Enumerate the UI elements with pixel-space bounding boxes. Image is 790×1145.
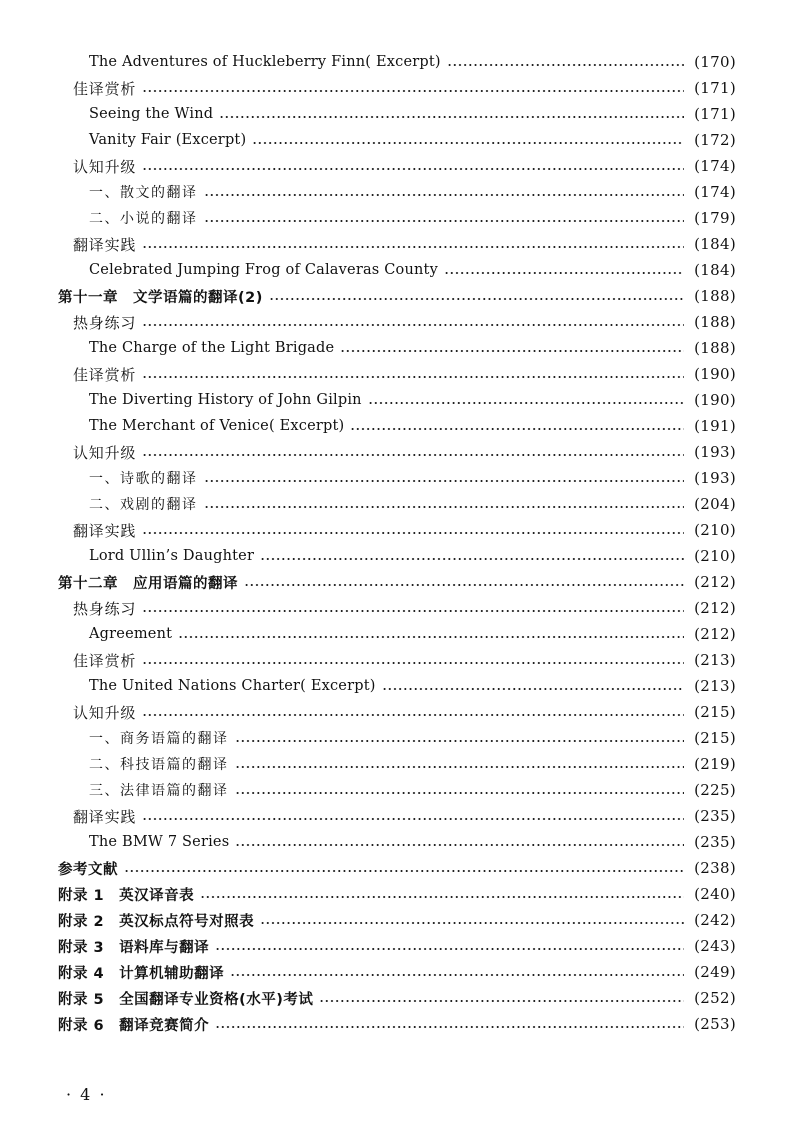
toc-chapter-entry [0,283,790,309]
toc-entry-title: 佳译赏析 [73,651,137,670]
toc-entry-page: (188) [694,287,736,305]
toc-entry [0,335,790,361]
toc-entry [0,101,790,127]
toc-entry [0,725,790,751]
toc-entry [0,153,790,179]
toc-entry-page: (249) [694,963,736,981]
toc-entry-page: (252) [694,989,736,1007]
toc-entry-title: 附录 1 英汉译音表 [58,887,195,904]
toc-entry-page: (193) [694,443,736,461]
toc-entry-title: The Merchant of Venice( Excerpt) [89,418,345,434]
toc-entry-page: (179) [694,209,736,227]
toc-entry-page: (191) [694,417,736,435]
dot-leader [178,636,684,638]
toc-entry-page: (212) [694,599,736,617]
toc-entry [0,751,790,777]
toc-entry-page: (171) [694,105,736,123]
toc-entry-title: 佳译赏析 [73,365,137,384]
toc-entry-page: (243) [694,937,736,955]
dot-leader [142,454,684,456]
toc-entry-title: 一、散文的翻译 [89,185,198,201]
toc-entry [0,257,790,283]
toc-entry [0,231,790,257]
toc-entry-title: 翻译实践 [73,807,137,826]
toc-entry-title: 三、法律语篇的翻译 [89,783,229,799]
dot-leader [142,714,684,716]
toc-entry-title: 附录 6 翻译竞赛简介 [58,1017,210,1034]
toc-entry [0,491,790,517]
toc-appendix-entry [0,907,790,933]
toc-appendix-entry [0,985,790,1011]
toc-entry [0,829,790,855]
toc-entry [0,127,790,153]
toc-entry-page: (190) [694,391,736,409]
toc-entry [0,49,790,75]
toc-entry-title: 翻译实践 [73,235,137,254]
toc-entry-page: (193) [694,469,736,487]
dot-leader [230,974,684,976]
toc-appendix-entry [0,959,790,985]
dot-leader [200,896,684,898]
toc-entry-page: (188) [694,339,736,357]
toc-entry [0,75,790,101]
dot-leader [235,844,684,846]
dot-leader [142,376,684,378]
toc-entry-title: 认知升级 [73,157,137,176]
dot-leader [382,688,684,690]
dot-leader [350,428,684,430]
toc-entry-title: 一、商务语篇的翻译 [89,731,229,747]
dot-leader [142,532,684,534]
toc-entry-page: (238) [694,859,736,877]
dot-leader [204,506,685,508]
dot-leader [142,90,684,92]
dot-leader [204,194,685,196]
toc-entry-title: 热身练习 [73,313,137,332]
toc-entry-page: (190) [694,365,736,383]
toc-entry-page: (171) [694,79,736,97]
toc-chapter-entry [0,569,790,595]
dot-leader [204,480,685,482]
toc-entry [0,361,790,387]
dot-leader [444,272,684,274]
toc-entry-page: (225) [694,781,736,799]
dot-leader [269,298,684,300]
toc-entry-title: Agreement [89,626,173,642]
dot-leader [260,922,684,924]
toc-entry-title: 参考文献 [58,861,118,878]
toc-entry-page: (240) [694,885,736,903]
toc-entry [0,621,790,647]
toc-entry-title: 附录 2 英汉标点符号对照表 [58,913,255,930]
toc-entry-title: The United Nations Charter( Excerpt) [89,678,376,694]
dot-leader [142,818,684,820]
toc-entry-title: The Charge of the Light Brigade [89,340,335,356]
toc-entry [0,179,790,205]
dot-leader [252,142,684,144]
page-number: · 4 · [66,1085,107,1104]
toc-entry-title: Vanity Fair (Excerpt) [89,132,247,148]
dot-leader [260,558,684,560]
toc-entry [0,647,790,673]
toc-entry-title: The Adventures of Huckleberry Finn( Excerpt) [89,54,441,70]
toc-entry-title: 第十二章 应用语篇的翻译 [58,575,238,592]
toc-entry-title: 认知升级 [73,703,137,722]
toc-entry-page: (235) [694,833,736,851]
toc-entry-page: (174) [694,157,736,175]
toc-entry [0,205,790,231]
dot-leader [142,246,684,248]
toc-entry-title: 热身练习 [73,599,137,618]
toc-entry [0,387,790,413]
dot-leader [142,610,684,612]
dot-leader [235,792,685,794]
toc-entry-page: (210) [694,547,736,565]
toc-entry-title: 佳译赏析 [73,79,137,98]
toc-entry-page: (219) [694,755,736,773]
dot-leader [235,766,685,768]
toc-entry [0,673,790,699]
toc-entry-page: (174) [694,183,736,201]
toc-entry [0,309,790,335]
toc-entry [0,803,790,829]
toc-entry-title: The Diverting History of John Gilpin [89,392,362,408]
dot-leader [215,1026,684,1028]
toc-entry-page: (242) [694,911,736,929]
dot-leader [244,584,684,586]
dot-leader [142,662,684,664]
toc-entry-title: 二、戏剧的翻译 [89,497,198,513]
toc-entry [0,439,790,465]
dot-leader [204,220,685,222]
toc-entry-page: (212) [694,573,736,591]
dot-leader [219,116,684,118]
toc-entry-title: Lord Ullin’s Daughter [89,548,255,564]
dot-leader [368,402,684,404]
toc-entry-title: The BMW 7 Series [89,834,230,850]
toc-entry-page: (253) [694,1015,736,1033]
toc-entry-page: (184) [694,261,736,279]
toc-entry-page: (213) [694,651,736,669]
toc-entry-page: (215) [694,703,736,721]
dot-leader [447,64,684,66]
toc-entry-title: 附录 5 全国翻译专业资格(水平)考试 [58,991,314,1008]
toc-entry-title: Celebrated Jumping Frog of Calaveras County [89,262,438,278]
toc-entry-title: 翻译实践 [73,521,137,540]
toc-entry-title: 附录 4 计算机辅助翻译 [58,965,225,982]
toc-entry [0,465,790,491]
toc-entry-title: 附录 3 语料库与翻译 [58,939,210,956]
toc-entry-page: (172) [694,131,736,149]
toc-entry [0,413,790,439]
dot-leader [340,350,684,352]
toc-entry-page: (215) [694,729,736,747]
toc-entry-page: (184) [694,235,736,253]
toc-entry-title: 二、科技语篇的翻译 [89,757,229,773]
toc-entry-page: (204) [694,495,736,513]
toc-entry [0,543,790,569]
toc-entry-page: (188) [694,313,736,331]
toc-appendix-entry [0,881,790,907]
toc-entry-title: 第十一章 文学语篇的翻译(2) [58,289,263,306]
dot-leader [142,324,684,326]
dot-leader [124,870,684,872]
dot-leader [319,1000,684,1002]
toc-entry [0,699,790,725]
toc-appendix-entry [0,1011,790,1037]
toc-chapter-entry [0,855,790,881]
toc-entry-page: (170) [694,53,736,71]
toc-entry-title: 一、诗歌的翻译 [89,471,198,487]
toc-entry-title: 认知升级 [73,443,137,462]
dot-leader [215,948,684,950]
dot-leader [235,740,685,742]
toc-entry [0,517,790,543]
toc-entry-title: 二、小说的翻译 [89,211,198,227]
toc-entry-title: Seeing the Wind [89,106,214,122]
toc-appendix-entry [0,933,790,959]
toc-entry [0,595,790,621]
toc-entry-page: (212) [694,625,736,643]
toc-entry-page: (235) [694,807,736,825]
toc-entry-page: (210) [694,521,736,539]
dot-leader [142,168,684,170]
toc-entry-page: (213) [694,677,736,695]
toc-entry [0,777,790,803]
